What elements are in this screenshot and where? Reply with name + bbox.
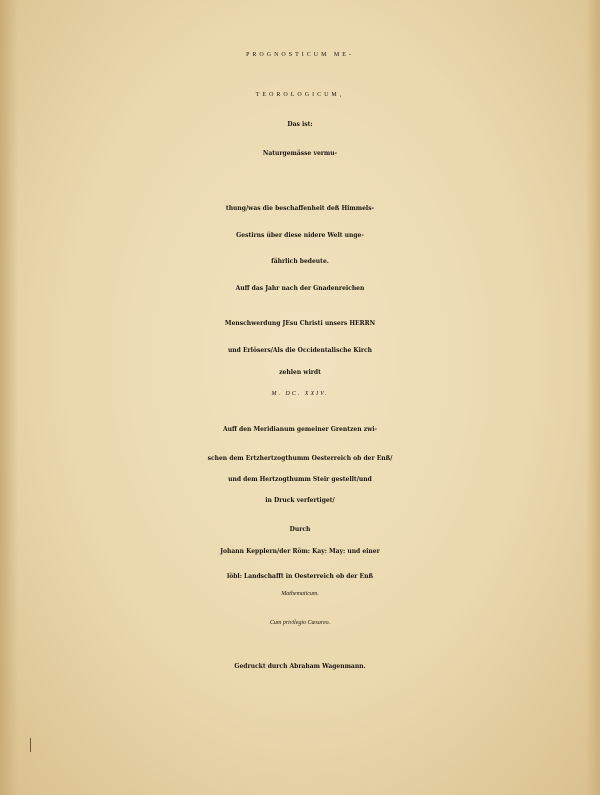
page-edge-shadow-left <box>0 0 18 795</box>
page-edge-shadow-right <box>586 0 600 795</box>
ink-mark <box>30 738 31 752</box>
meridian-line-2: schen dem Ertzhertzogthumm Oesterreich ob der Enß/ <box>207 455 393 462</box>
year-line-3: und Erlösers/Als die Occidentalische Kirch <box>227 347 373 354</box>
durch-line: Durch <box>289 526 311 533</box>
printer-line: Gedruckt durch Abraham Wagenmann. <box>234 663 366 670</box>
heading-line-1: Naturgemässe vermu- <box>262 150 338 157</box>
title-line-2: TEOROLOGICUM, <box>255 92 345 98</box>
meridian-line-4: in Druck verfertiget/ <box>265 497 335 504</box>
title-line-1: PROGNOSTICUM ME- <box>246 52 354 58</box>
das-ist-line: Das ist: <box>287 121 313 128</box>
author-line-1: Johann Kepplern/der Röm: Kay: May: und einer <box>220 548 380 555</box>
publication-year: M. DC. XXIV. <box>271 391 329 397</box>
year-line-4: zehlen wirdt <box>279 369 321 376</box>
privilege-line: Cum privilegio Cæsareo. <box>269 620 331 626</box>
author-line-3: Mathematicum. <box>281 591 319 597</box>
meridian-line-3: und dem Hertzogthumm Steir gestellt/und <box>228 476 372 483</box>
year-line-2: Menschwerdung JEsu Christi unsers HERRN <box>224 320 376 327</box>
heading-line-4: fährlich bedeute. <box>271 258 329 265</box>
year-line-1: Auff das Jahr nach der Gnadenreichen <box>235 285 365 292</box>
heading-line-2: thung/was die beschaffenheit deß Himmels- <box>225 205 375 212</box>
meridian-line-1: Auff den Meridianum gemeiner Grentzen zwi- <box>222 426 378 433</box>
heading-line-3: Gestirns über diese nidere Welt unge- <box>236 232 364 239</box>
author-line-2: löbl: Landschafft in Oesterreich ob der Enß <box>226 573 374 580</box>
